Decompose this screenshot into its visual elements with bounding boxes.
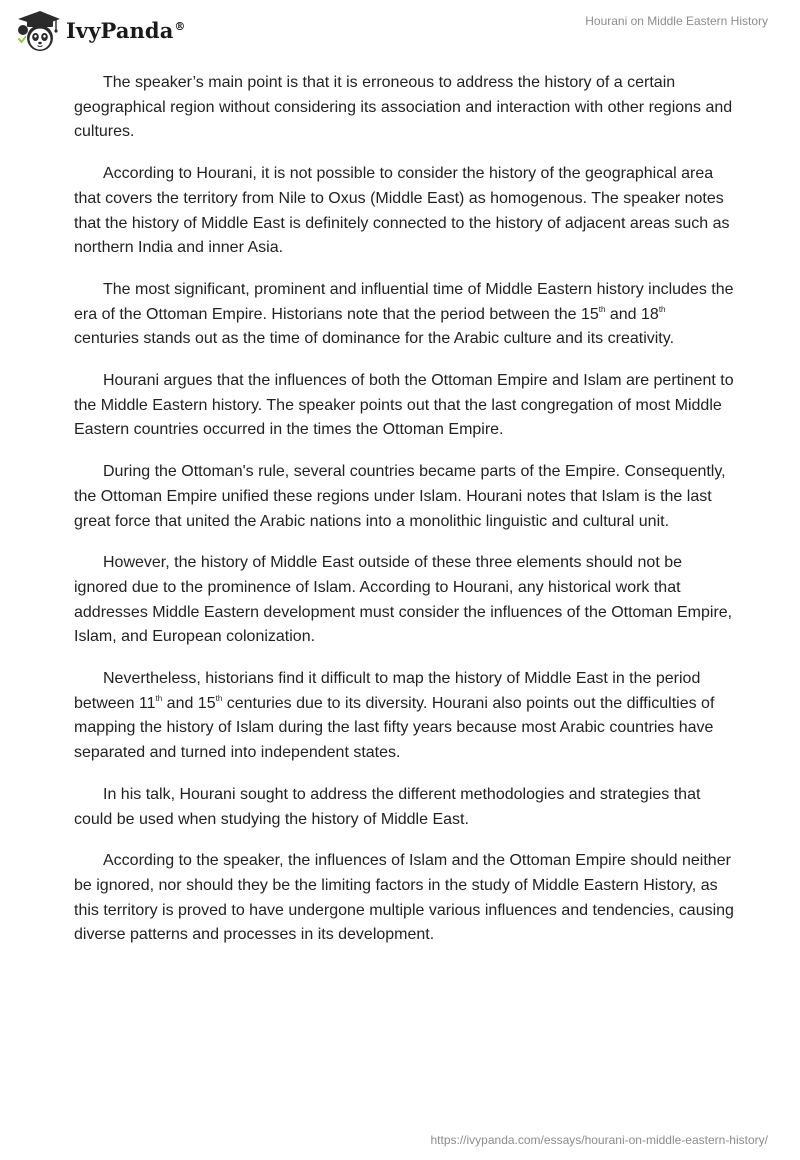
essay-body — [74, 71, 734, 965]
panda-graduation-cap-icon — [14, 8, 62, 52]
paragraph-8: In his talk, Hourani sought to address the different methodologies and strategies that could be used when studying the history of Middle East. — [74, 785, 701, 828]
paragraph-2: According to Hourani, it is not possible to consider the history of the geographical area that covers the territory from Nile to Oxus (Middle East) as homogenous. The speaker notes that the history of Middle East is definitely connected to the history of adjacent areas such as northern India and inner Asia. — [74, 165, 730, 257]
paragraph-6: However, the history of Middle East outside of these three elements should not be ignored due to the prominence of Islam. According to Hourani, any historical work that addresses Middle Eastern development must consider the influences of the Ottoman Empire, Islam, and European colonization. — [74, 554, 733, 646]
paragraph-9: According to the speaker, the influences of Islam and the Ottoman Empire should neither be ignored, nor should they be the limiting factors in the study of Middle Eastern History, as this territory is proved to have undergone multiple various influences and tendencies, causing diverse patterns and processes in its development. — [74, 852, 734, 944]
ivypanda-logo[interactable] — [14, 8, 186, 52]
source-url-link[interactable]: https://ivypanda.com/essays/hourani-on-middle-eastern-history/ — [430, 1133, 768, 1147]
paragraph-7: Nevertheless, historians find it difficult to map the history of Middle East in the period between 11th and 15th centuries due to its diversity. Hourani also points out the difficulties of mapping the history of Islam during the last fifty years because most Arabic countries have separated and turned into independent states. — [74, 670, 715, 762]
paragraph-5: During the Ottoman's rule, several countries became parts of the Empire. Consequently, the Ottoman Empire unified these regions under Islam. Hourani notes that Islam is the last great force that united the Arabic nations into a monolithic linguistic and cultural unit. — [74, 463, 726, 530]
paragraph-3: The most significant, prominent and influential time of Middle Eastern history includes the era of the Ottoman Empire. Historians note that the period between the 15th and 18th centuries stands out as the time of dominance for the Arabic culture and its creativity. — [74, 280, 734, 348]
paragraph-4: Hourani argues that the influences of both the Ottoman Empire and Islam are pertinent to the Middle Eastern history. The speaker points out that the last congregation of most Middle Eastern countries occurred in the times the Ottoman Empire. — [74, 372, 734, 439]
page-header — [0, 0, 800, 60]
paragraph-1: The speaker’s main point is that it is erroneous to address the history of a certain geographical region without considering its association and interaction with other regions and cultures. — [74, 74, 733, 141]
brand-name: IvyPanda® — [66, 17, 186, 43]
document-title: Hourani on Middle Eastern History — [585, 14, 768, 28]
registered-mark: ® — [174, 19, 186, 33]
